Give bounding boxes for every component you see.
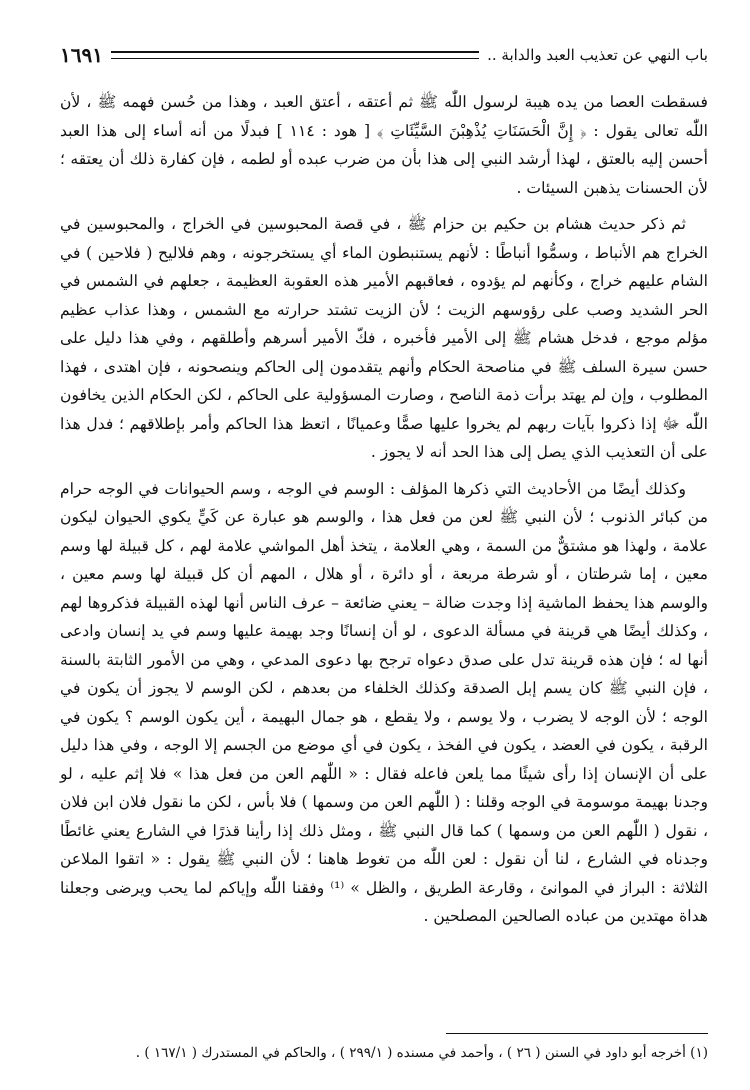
- paragraph-2: ثم ذكر حديث هشام بن حكيم بن حزام ﷺ ، في قصة المحبوسين في الخراج ، والمحبوسين في الخراج هم الأنباط ، وسمُّوا أنباطًا : لأنهم يستنبطون الماء أي يستخرجونه ، وهم فلاليح ( فلاحين ) في الشام عليهم خراج ، وكأنهم لم يؤدوه ، فعاقبهم الأمير هذه العقوبة العظيمة ، جعلهم في الشمس في الحر الشديد وصب على رؤوسهم الزيت ؛ لأن الزيت تشتد حرارته مع الشمس ، وهذا عذاب عظيم مؤلم موجع ، فدخل هشام ﷺ إلى الأمير فأخبره ، فكّ الأمير أسرهم وأطلقهم ، وفي هذا دليل على حسن سيرة السلف ﷺ في مناصحة الحكام وأنهم يتقدمون إلى الحاكم وينصحونه ، فإن اهتدى ، فهذا المطلوب ، وإن لم يهتد برأت ذمة الناصح ، وصارت المسؤولية على الحاكم ، لكن الحكام الذين يخافون اللّٰه ﷻ إذا ذكروا بآيات ربهم لم يخروا عليها صمًّا وعميانًا ، اتعظ هذا الحاكم وأمر بإطلاقهم ؛ فدل هذا على أن التعذيب الذي يصل إلى هذا الحد أنه لا يجوز .: [60, 215, 708, 461]
- chapter-title: باب النهي عن تعذيب العبد والدابة ..: [487, 46, 708, 64]
- book-page: [60, 40, 708, 1080]
- paragraph-1: فسقطت العصا من يده هيبة لرسول اللّٰه ﷺ ثم أعتقه ، أعتق العبد ، وهذا من حُسن فهمه ﷺ ، لأن اللّٰه تعالى يقول : ﴿ إِنَّ الْحَسَنَاتِ يُذْهِبْنَ السَّيِّئَاتِ ﴾ [ هود : ١١٤ ] فبدلًا من أنه أساء إلى هذا العبد أحسن إليه بالعتق ، لهذا أرشد النبي إلى هذا بأن من ضرب عبده أو لطمه ، فإن كفارة ذلك أن يعتقه ؛ لأن الحسنات يذهبن السيئات .: [60, 93, 708, 197]
- page-number: ١٦٩١: [60, 43, 103, 67]
- footnote-rule: [446, 1033, 708, 1034]
- running-header: [60, 40, 708, 70]
- header-rule: [111, 51, 479, 59]
- paragraph-3: وكذلك أيضًا من الأحاديث التي ذكرها المؤلف : الوسم في الوجه ، وسم الحيوانات في الوجه حرام من كبائر الذنوب ؛ لأن النبي ﷺ لعن من فعل هذا ، والوسم هو عبارة عن كَيٍّ يكوي الحيوان ليكون علامة ، ولهذا هو مشتقٌّ من السمة ، وهي العلامة ، يتخذ أهل المواشي علامة لهم ، كل قبيلة لها وسم معين ، إما شرطتان ، أو شرطة مربعة ، أو دائرة ، أو هلال ، المهم أن كل قبيلة لها وسم معين ، والوسم هذا يحفظ الماشية إذا وجدت ضالة – يعني ضائعة – عرف الناس أنها لهذه القبيلة فذكروها لهم ، وكذلك أيضًا هي قرينة في مسألة الدعوى ، لو أن إنسانًا وجد بهيمة عليها وسم في يد إنسان وادعى أنها له ؛ فإن هذه قرينة تدل على صدق دعواه ترجح بها دعوى المدعي ، وهي من الأمور الثابتة بالسنة ، فإن النبي ﷺ كان يسم إبل الصدقة وكذلك الخلفاء من بعدهم ، لكن الوسم لا يجوز أن يكون في الوجه ؛ لأن الوجه لا يضرب ، ولا يوسم ، ولا يقطع ، هو جمال البهيمة ، أين يكون الوسم ؟ يكون في الرقبة ، يكون في العضد ، يكون في الفخذ ، يكون في أي موضع من الجسم إلا الوجه ، وفي هذا دليل على أن الإنسان إذا رأى شيئًا مما يلعن فاعله فقال : « اللّٰهم العن من فعل هذا » فلا إثم عليه ، لو وجدنا بهيمة موسومة في الوجه وقلنا : ( اللّٰهم العن من وسمها ) فلا بأس ، لكن ما نقول فلان ابن فلان ، نقول ( اللّٰهم العن من وسمها ) كما قال النبي ﷺ ، ومثل ذلك إذا رأينا قذرًا في الشارع يعني غائطًا وجدناه في الشارع ، لنا أن نقول : لعن اللّٰه من تغوط هاهنا ؛ لأن النبي ﷺ يقول : « اتقوا الملاعن الثلاثة : البراز في الموانئ ، وقارعة الطريق ، والظل » ⁽¹⁾ وفقنا اللّٰه وإياكم لما يحب ويرضى وجعلنا هداة مهتدين من عباده الصالحين المصلحين .: [60, 479, 708, 925]
- main-text: [60, 88, 708, 931]
- footnote: (١) أخرجه أبو داود في السنن ( ٢٦ ) ، وأحمد في مسنده ( ٢٩٩/١ ) ، والحاكم في المستدرك ( ١٦٧/١ ) .: [135, 1045, 708, 1061]
